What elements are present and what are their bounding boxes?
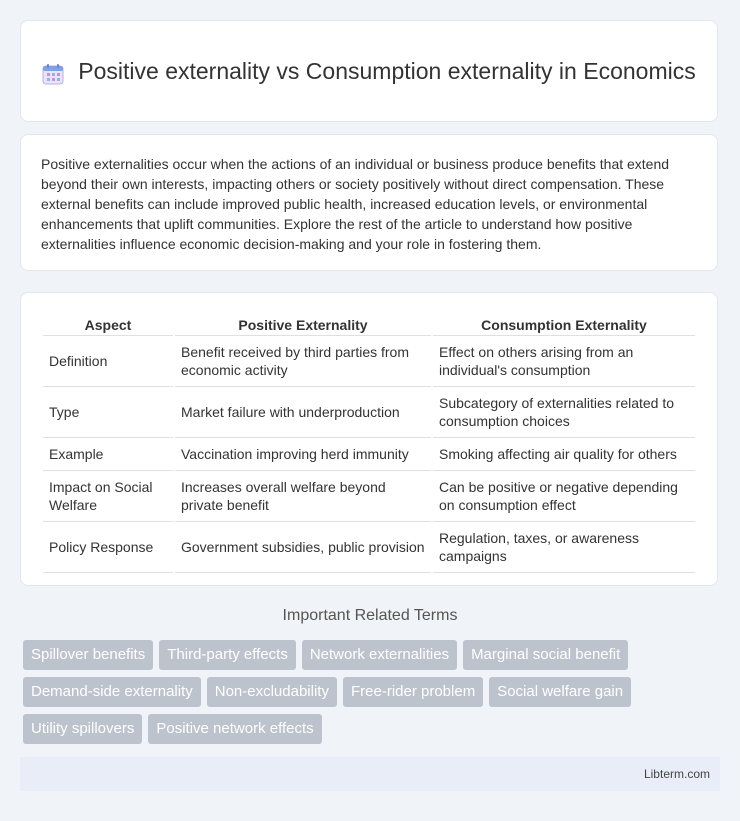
row-aspect: Policy Response xyxy=(43,522,173,573)
table-row xyxy=(43,336,695,387)
related-terms-list xyxy=(23,640,723,744)
header-aspect: Aspect xyxy=(43,313,173,336)
related-term-tag[interactable]: Social welfare gain xyxy=(489,677,631,707)
intro-paragraph: Positive externalities occur when the actions of an individual or business produce benefits that extend beyond their own interests, impacting others or society positively without direct compensation. These external benefits can include improved public health, increased education levels, or environmental enhancements that uplift communities. Explore the rest of the article to understand how positive externalities influence economic decision-making and your role in fostering them. xyxy=(41,156,670,252)
related-term-tag[interactable]: Non-excludability xyxy=(207,677,337,707)
related-terms-heading: Important Related Terms xyxy=(282,607,458,624)
row-consumption: Can be positive or negative depending on consumption effect xyxy=(433,471,695,522)
header-card xyxy=(20,20,718,122)
footer-brand-link[interactable]: Libterm.com xyxy=(643,767,710,781)
row-consumption: Subcategory of externalities related to consumption choices xyxy=(433,387,695,438)
related-term-tag[interactable]: Demand-side externality xyxy=(23,677,201,707)
table-header-row xyxy=(43,313,695,336)
page-title: Positive externality vs Consumption externality in Economics xyxy=(78,57,696,84)
table-row xyxy=(43,387,695,438)
related-term-tag[interactable]: Marginal social benefit xyxy=(463,640,628,670)
related-term-tag[interactable]: Spillover benefits xyxy=(23,640,153,670)
intro-card xyxy=(20,134,718,271)
related-term-tag[interactable]: Positive network effects xyxy=(148,714,321,744)
row-consumption: Regulation, taxes, or awareness campaigns xyxy=(433,522,695,573)
row-positive: Vaccination improving herd immunity xyxy=(175,438,431,471)
row-positive: Government subsidies, public provision xyxy=(175,522,431,573)
comparison-table xyxy=(41,313,697,573)
related-term-tag[interactable]: Third-party effects xyxy=(159,640,296,670)
row-consumption: Effect on others arising from an individual's consumption xyxy=(433,336,695,387)
table-row xyxy=(43,438,695,471)
row-aspect: Type xyxy=(43,387,173,438)
row-positive: Market failure with underproduction xyxy=(175,387,431,438)
header-positive-externality: Positive Externality xyxy=(175,313,431,336)
row-positive: Increases overall welfare beyond private benefit xyxy=(175,471,431,522)
comparison-card xyxy=(20,292,718,586)
related-term-tag[interactable]: Free-rider problem xyxy=(343,677,483,707)
row-aspect: Example xyxy=(43,438,173,471)
calendar-icon xyxy=(42,63,64,85)
table-row xyxy=(43,471,695,522)
row-consumption: Smoking affecting air quality for others xyxy=(433,438,695,471)
header-consumption-externality: Consumption Externality xyxy=(433,313,695,336)
related-term-tag[interactable]: Utility spillovers xyxy=(23,714,142,744)
table-row xyxy=(43,522,695,573)
footer xyxy=(20,757,720,791)
row-aspect: Impact on Social Welfare xyxy=(43,471,173,522)
row-positive: Benefit received by third parties from economic activity xyxy=(175,336,431,387)
row-aspect: Definition xyxy=(43,336,173,387)
related-term-tag[interactable]: Network externalities xyxy=(302,640,457,670)
